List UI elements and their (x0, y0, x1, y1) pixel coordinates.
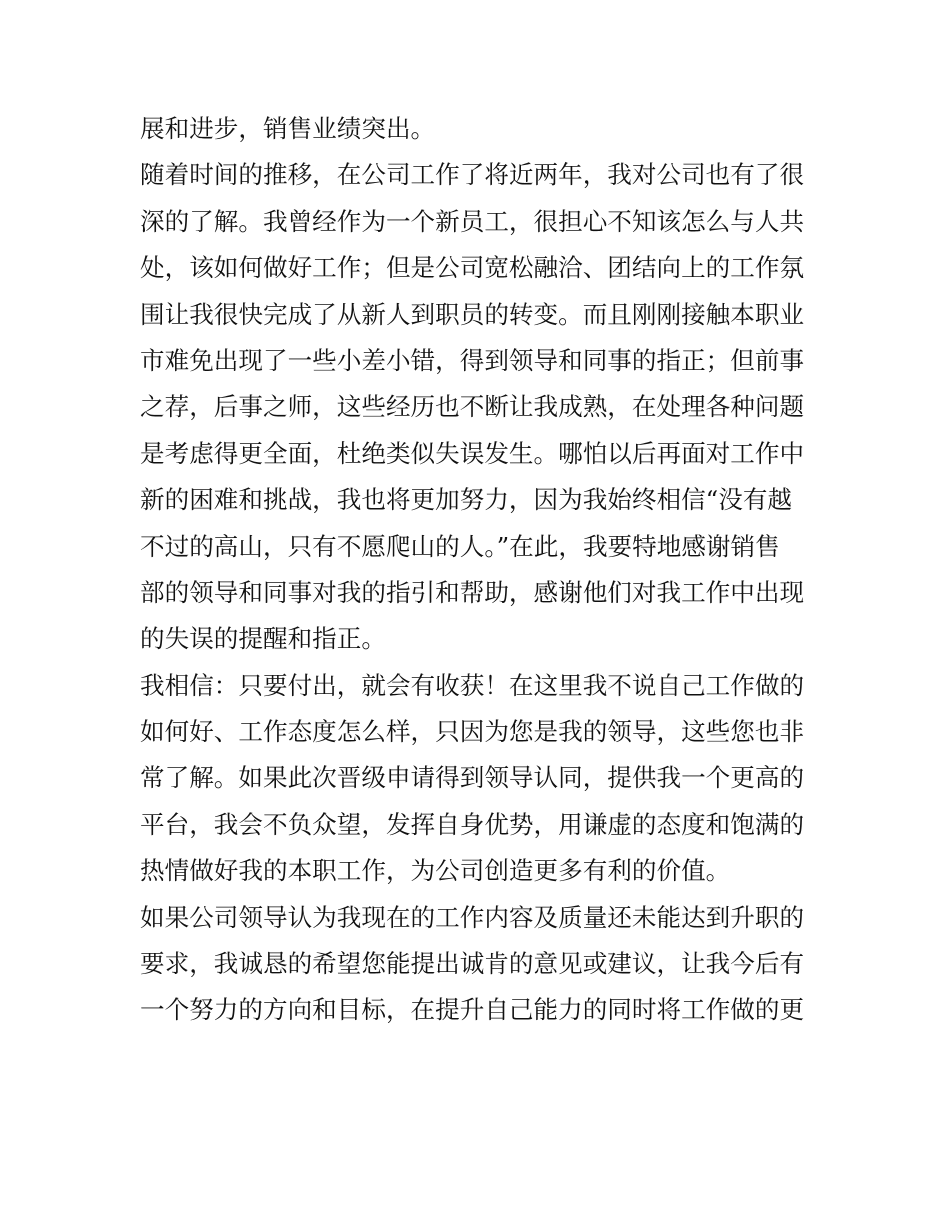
text-line: 随着时间的推移，在公司工作了将近两年，我对公司也有了很 (140, 160, 805, 190)
text-line: 深的了解。我曾经作为一个新员工，很担心不知该怎么与人共 (140, 206, 805, 236)
text-line: 如果公司领导认为我现在的工作内容及质量还未能达到升职的 (140, 902, 805, 932)
text-line: 常了解。如果此次晋级申请得到领导认同，提供我一个更高的 (140, 763, 805, 793)
text-line: 的失误的提醒和指正。 (140, 624, 386, 654)
text-line: 围让我很快完成了从新人到职员的转变。而且刚刚接触本职业 (140, 299, 805, 329)
text-line: 要求，我诚恳的希望您能提出诚肯的意见或建议，让我今后有 (140, 949, 805, 979)
text-line: 之荐，后事之师，这些经历也不断让我成熟，在处理各种问题 (140, 392, 805, 422)
text-line: 不过的高山，只有不愿爬山的人。”在此，我要特地感谢销售 (140, 531, 780, 561)
text-line: 一个努力的方向和目标，在提升自己能力的同时将工作做的更 (140, 995, 805, 1025)
text-line: 处，该如何做好工作；但是公司宽松融洽、团结向上的工作氛 (140, 253, 805, 283)
text-line: 市难免出现了一些小差小错，得到领导和同事的指正；但前事 (140, 345, 805, 375)
text-line: 展和进步，销售业绩突出。 (140, 114, 436, 143)
text-line: 是考虑得更全面，杜绝类似失误发生。哪怕以后再面对工作中 (140, 438, 805, 468)
document-body (140, 106, 830, 1034)
text-line: 平台，我会不负众望，发挥自身优势，用谦虚的态度和饱满的 (140, 809, 805, 839)
text-line: 部的领导和同事对我的指引和帮助，感谢他们对我工作中出现 (140, 577, 805, 607)
text-line: 如何好、工作态度怎么样，只因为您是我的领导，这些您也非 (140, 717, 805, 747)
text-line: 新的困难和挑战，我也将更加努力，因为我始终相信“没有越 (140, 485, 793, 515)
text-line: 我相信：只要付出，就会有收获！在这里我不说自己工作做的 (140, 670, 805, 700)
text-line: 热情做好我的本职工作，为公司创造更多有利的价值。 (140, 856, 731, 886)
